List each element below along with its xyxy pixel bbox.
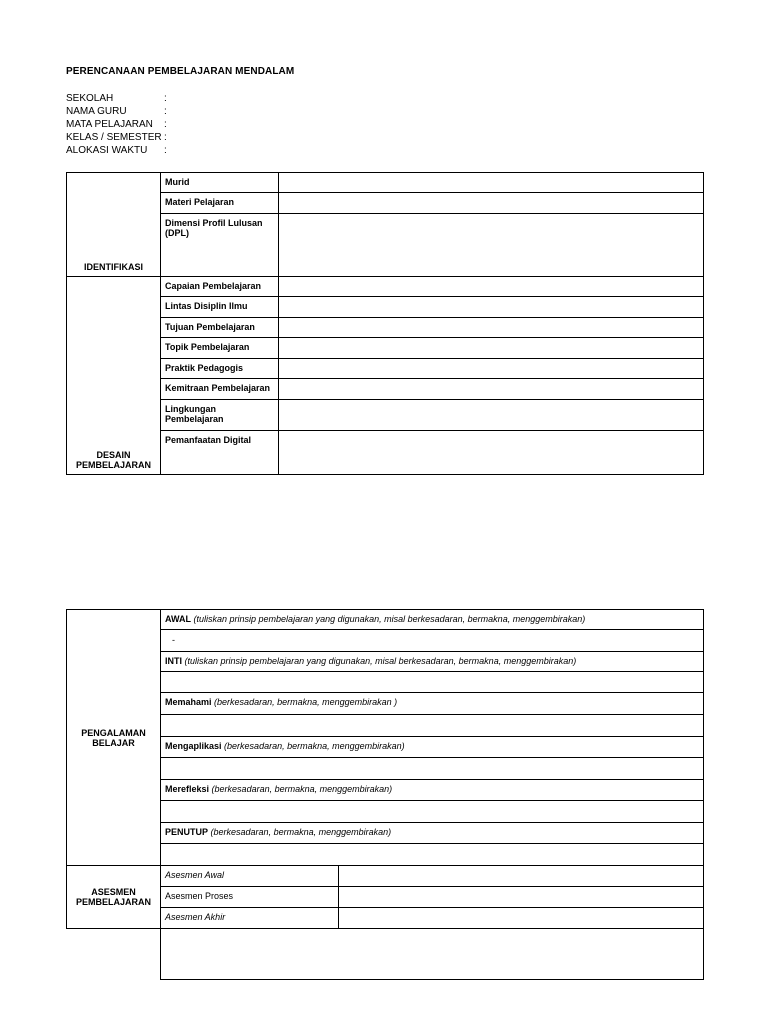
input-cell-asesmen-proses[interactable] xyxy=(339,887,704,908)
input-cell-praktik-pedagogis[interactable] xyxy=(279,359,704,379)
input-cell-materi-pelajaran[interactable] xyxy=(279,193,704,214)
memahami-label: Memahami xyxy=(165,697,212,707)
identifikasi-desain-table xyxy=(66,172,704,475)
empty-spacer xyxy=(67,929,161,980)
mengaplikasi-label: Mengaplikasi xyxy=(165,741,222,751)
merefleksi-note: (berkesadaran, bermakna, menggembirakan) xyxy=(211,784,393,794)
row-awal xyxy=(161,610,704,630)
row-label-capaian-pembelajaran: Capaian Pembelajaran xyxy=(161,277,279,297)
input-cell-murid[interactable] xyxy=(279,173,704,193)
row-memahami xyxy=(161,693,704,715)
row-mengaplikasi xyxy=(161,737,704,758)
input-cell-kemitraan-pembelajaran[interactable] xyxy=(279,379,704,400)
document-title: PERENCANAAN PEMBELAJARAN MENDALAM xyxy=(66,66,295,77)
row-label-praktik-pedagogis: Praktik Pedagogis xyxy=(161,359,279,379)
input-cell-asesmen-awal[interactable] xyxy=(339,866,704,887)
input-cell-lintas-disiplin-ilmu[interactable] xyxy=(279,297,704,318)
meta-label: MATA PELAJARAN xyxy=(66,119,153,130)
section-asesmen-pembelajaran: ASESMEN PEMBELAJARAN xyxy=(67,866,161,929)
row-penutup xyxy=(161,823,704,844)
row-label-kemitraan-pembelajaran: Kemitraan Pembelajaran xyxy=(161,379,279,400)
mengaplikasi-content-cell[interactable] xyxy=(161,758,704,780)
meta-row-mata-pelajaran xyxy=(66,118,167,131)
row-merefleksi xyxy=(161,780,704,801)
merefleksi-label: Merefleksi xyxy=(165,784,210,794)
dash-bullet: - xyxy=(172,635,175,645)
meta-label: NAMA GURU xyxy=(66,106,127,117)
meta-row-nama-guru xyxy=(66,105,167,118)
meta-row-kelas-semester xyxy=(66,131,167,144)
row-label-tujuan-pembelajaran: Tujuan Pembelajaran xyxy=(161,318,279,338)
meta-row-sekolah xyxy=(66,92,167,105)
input-cell-capaian-pembelajaran[interactable] xyxy=(279,277,704,297)
inti-content-cell[interactable] xyxy=(161,672,704,693)
inti-note: (tuliskan prinsip pembelajaran yang digunakan, misal berkesadaran, bermakna, menggembirakan) xyxy=(184,656,577,666)
input-cell-tujuan-pembelajaran[interactable] xyxy=(279,318,704,338)
row-label-asesmen-akhir: Asesmen Akhir xyxy=(161,908,339,929)
meta-row-alokasi-waktu xyxy=(66,144,167,157)
penutup-note: (berkesadaran, bermakna, menggembirakan) xyxy=(210,827,392,837)
document-meta xyxy=(66,92,167,157)
row-label-topik-pembelajaran: Topik Pembelajaran xyxy=(161,338,279,359)
row-label-lintas-disiplin-ilmu: Lintas Disiplin Ilmu xyxy=(161,297,279,318)
meta-label: SEKOLAH xyxy=(66,93,114,104)
awal-label: AWAL xyxy=(165,614,191,624)
meta-separator: : xyxy=(164,132,167,143)
memahami-content-cell[interactable] xyxy=(161,715,704,737)
row-label-asesmen-proses: Asesmen Proses xyxy=(161,887,339,908)
meta-separator: : xyxy=(164,93,167,104)
input-cell-asesmen-akhir[interactable] xyxy=(339,908,704,929)
row-label-lingkungan-pembelajaran: Lingkungan Pembelajaran xyxy=(161,400,279,431)
row-label-dpl: Dimensi Profil Lulusan (DPL) xyxy=(161,214,279,277)
inti-label: INTI xyxy=(165,656,182,666)
row-label-pemanfaatan-digital: Pemanfaatan Digital xyxy=(161,431,279,475)
input-cell-dpl[interactable] xyxy=(279,214,704,277)
mengaplikasi-note: (berkesadaran, bermakna, menggembirakan) xyxy=(224,741,405,751)
awal-note: (tuliskan prinsip pembelajaran yang digunakan, misal berkesadaran, bermakna, menggembirakan) xyxy=(193,614,586,624)
memahami-note: (berkesadaran, bermakna, menggembirakan ) xyxy=(214,697,398,707)
row-label-materi-pelajaran: Materi Pelajaran xyxy=(161,193,279,214)
meta-label: KELAS / SEMESTER xyxy=(66,132,162,143)
meta-separator: : xyxy=(164,119,167,130)
input-cell-pemanfaatan-digital[interactable] xyxy=(279,431,704,475)
row-label-murid: Murid xyxy=(161,173,279,193)
row-inti xyxy=(161,652,704,672)
penutup-label: PENUTUP xyxy=(165,827,209,837)
section-identifikasi: IDENTIFIKASI xyxy=(67,173,161,277)
meta-separator: : xyxy=(164,106,167,117)
section-desain-pembelajaran: DESAIN PEMBELAJARAN xyxy=(67,277,161,475)
meta-label: ALOKASI WAKTU xyxy=(66,145,148,156)
input-cell-topik-pembelajaran[interactable] xyxy=(279,338,704,359)
pengalaman-asesmen-table xyxy=(66,609,704,980)
meta-separator: : xyxy=(164,145,167,156)
penutup-content-cell[interactable] xyxy=(161,844,704,866)
extra-content-cell[interactable] xyxy=(161,929,704,980)
merefleksi-content-cell[interactable] xyxy=(161,801,704,823)
awal-content-cell[interactable] xyxy=(161,630,704,652)
section-pengalaman-belajar: PENGALAMAN BELAJAR xyxy=(67,610,161,866)
input-cell-lingkungan-pembelajaran[interactable] xyxy=(279,400,704,431)
row-label-asesmen-awal: Asesmen Awal xyxy=(161,866,339,887)
